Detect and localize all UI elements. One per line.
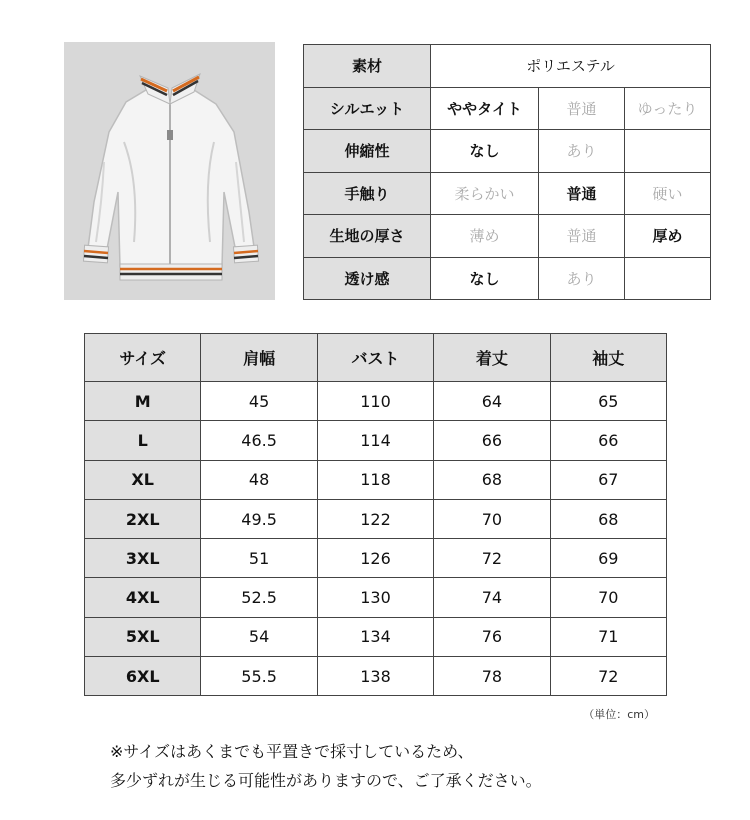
attr-label: シルエット [304, 87, 431, 130]
size-row [85, 657, 667, 696]
size-cell: 55.5 [201, 657, 317, 696]
attr-option-empty [625, 257, 711, 300]
attr-option-selected: ややタイト [431, 87, 539, 130]
size-label: 5XL [85, 617, 201, 656]
attr-label: 生地の厚さ [304, 215, 431, 258]
size-row [85, 382, 667, 421]
attr-value: ポリエステル [431, 45, 711, 88]
size-header-cell: 着丈 [434, 334, 550, 382]
size-cell: 70 [550, 578, 666, 617]
size-cell: 126 [317, 539, 433, 578]
size-cell: 48 [201, 460, 317, 499]
attr-row-silhouette [304, 87, 711, 130]
disclaimer-line: 多少ずれが生じる可能性がありますので、ご了承ください。 [110, 771, 542, 790]
size-cell: 46.5 [201, 421, 317, 460]
attr-option: 普通 [539, 87, 625, 130]
attr-row-thickness [304, 215, 711, 258]
attr-option: 普通 [539, 215, 625, 258]
size-header-cell: サイズ [85, 334, 201, 382]
size-label: 6XL [85, 657, 201, 696]
attr-row-texture [304, 172, 711, 215]
size-cell: 138 [317, 657, 433, 696]
attr-option: あり [539, 257, 625, 300]
size-label: 3XL [85, 539, 201, 578]
jacket-illustration [64, 42, 275, 300]
size-cell: 74 [434, 578, 550, 617]
size-cell: 76 [434, 617, 550, 656]
attr-row-stretch [304, 130, 711, 173]
size-cell: 70 [434, 499, 550, 538]
size-cell: 51 [201, 539, 317, 578]
attr-option: あり [539, 130, 625, 173]
size-cell: 67 [550, 460, 666, 499]
size-cell: 45 [201, 382, 317, 421]
attr-row-material [304, 45, 711, 88]
size-cell: 64 [434, 382, 550, 421]
size-header-cell: 袖丈 [550, 334, 666, 382]
size-cell: 68 [434, 460, 550, 499]
size-header-cell: バスト [317, 334, 433, 382]
attr-option-empty [625, 130, 711, 173]
attr-option: 薄め [431, 215, 539, 258]
size-cell: 66 [434, 421, 550, 460]
size-cell: 114 [317, 421, 433, 460]
size-row [85, 578, 667, 617]
attr-label: 手触り [304, 172, 431, 215]
size-cell: 69 [550, 539, 666, 578]
material-attributes-table [303, 44, 711, 300]
size-label: XL [85, 460, 201, 499]
size-cell: 130 [317, 578, 433, 617]
attr-option: 硬い [625, 172, 711, 215]
size-cell: 78 [434, 657, 550, 696]
unit-note: （単位：cm） [583, 708, 655, 721]
size-cell: 122 [317, 499, 433, 538]
size-cell: 71 [550, 617, 666, 656]
attr-label: 伸縮性 [304, 130, 431, 173]
size-header-cell: 肩幅 [201, 334, 317, 382]
attr-label: 素材 [304, 45, 431, 88]
size-label: M [85, 382, 201, 421]
size-cell: 134 [317, 617, 433, 656]
attr-row-sheerness [304, 257, 711, 300]
size-row [85, 617, 667, 656]
attr-option: ゆったり [625, 87, 711, 130]
size-label: 2XL [85, 499, 201, 538]
size-row [85, 499, 667, 538]
attr-label: 透け感 [304, 257, 431, 300]
size-cell: 66 [550, 421, 666, 460]
measurement-disclaimer [110, 737, 542, 795]
size-row [85, 539, 667, 578]
size-cell: 110 [317, 382, 433, 421]
size-header-row [85, 334, 667, 382]
size-label: 4XL [85, 578, 201, 617]
size-cell: 65 [550, 382, 666, 421]
attr-option-selected: 厚め [625, 215, 711, 258]
size-cell: 52.5 [201, 578, 317, 617]
size-label: L [85, 421, 201, 460]
size-cell: 68 [550, 499, 666, 538]
size-row [85, 460, 667, 499]
size-cell: 72 [550, 657, 666, 696]
disclaimer-line: ※サイズはあくまでも平置きで採寸しているため、 [110, 742, 474, 761]
attr-option-selected: なし [431, 257, 539, 300]
size-cell: 54 [201, 617, 317, 656]
size-row [85, 421, 667, 460]
size-cell: 72 [434, 539, 550, 578]
attr-option-selected: なし [431, 130, 539, 173]
size-chart-table [84, 333, 667, 696]
size-cell: 49.5 [201, 499, 317, 538]
attr-option: 柔らかい [431, 172, 539, 215]
product-photo [64, 42, 275, 300]
size-cell: 118 [317, 460, 433, 499]
attr-option-selected: 普通 [539, 172, 625, 215]
